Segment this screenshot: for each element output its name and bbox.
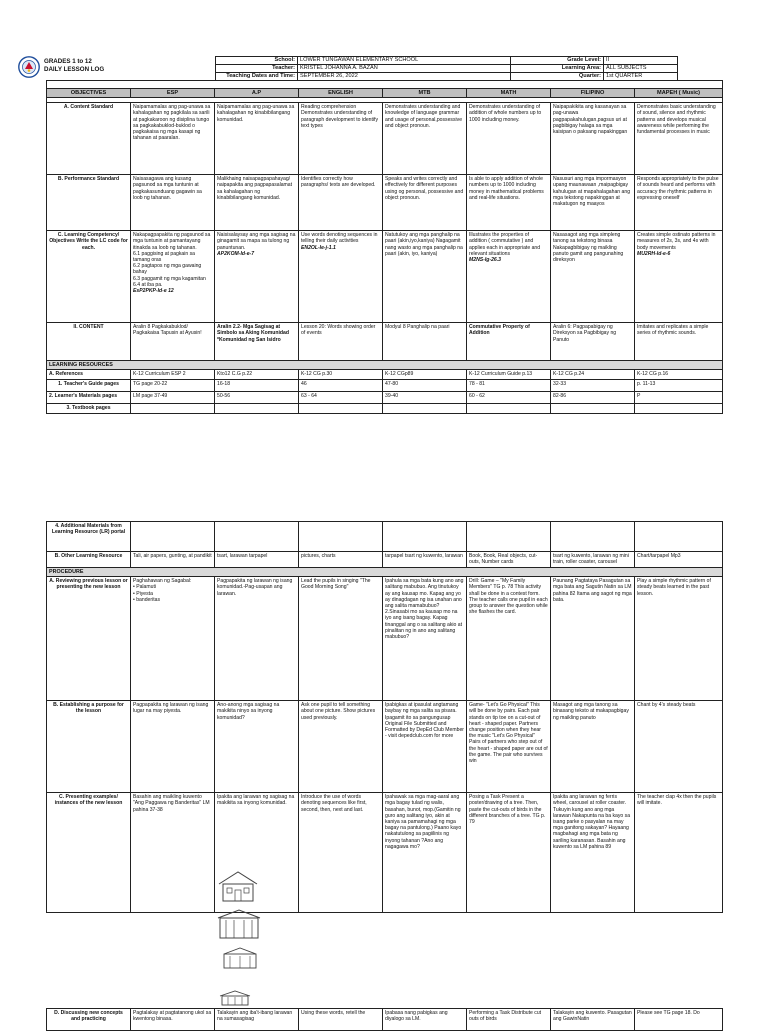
col-mtb: MTB [383, 89, 467, 98]
cell-filipino: 32-33 [551, 380, 635, 392]
competency-code-english: EN2OL-Ie-j-1.1 [301, 244, 336, 251]
teacher-label: Teacher: [216, 65, 298, 73]
competency-code-ap: AP2KOM-Id-e-7 [217, 250, 255, 257]
column-header-row [47, 89, 723, 98]
cell-mtb: Ipahula sa mga bata kung ano ang salitang mabubuo. Ang tinutukoy ay ang kausap mo. Kapag ang yo ay dinagdagan ng isa unahan ano ang salita mamabubuo? 2.Sinasabi mo sa kausap mo na iyo ang isang bagay. Kapag tinanggal ang o sa salitang akio at pinalitan ng in ano ang salitang mabubuo? [383, 577, 467, 701]
row-label: 2. Learner's Materials pages [47, 392, 131, 404]
lesson-row-ii-content [47, 323, 723, 361]
col-english: ENGLISH [299, 89, 383, 98]
cell-mtb: 39-40 [383, 392, 467, 404]
row-label: 1. Teacher's Guide pages [47, 380, 131, 392]
cell-esp [131, 522, 215, 552]
cell-mapeh: Please see TG page 18. Do [635, 1009, 723, 1031]
cell-english [299, 522, 383, 552]
cell-ap: Kto12 C.G p.22 [215, 370, 299, 380]
row-label: B. Establishing a purpose for the lesson [47, 701, 131, 793]
row-label: A. References [47, 370, 131, 380]
row-label: B. Performance Standard [47, 175, 131, 231]
lesson-row-b-other-learning-resource [47, 552, 723, 568]
cell-ap [215, 404, 299, 413]
lesson-row-a-content-standard [47, 103, 723, 175]
cell-mtb: Demonstrates understanding and knowledge of language grammar and usage of personal,possessive and object pronoun. [383, 103, 467, 175]
community-house-sketch [216, 868, 260, 904]
cell-esp: Pagpapakita ng larawan ng isang lugar na may piyesta. [131, 701, 215, 793]
cell-math: Commutative Property of Addition [467, 323, 551, 361]
cell-mapeh: Creates simple ostinato patterns in measures of 2s, 3s, and 4s with body movements MU2RH-Id-e-6 [635, 231, 723, 323]
cell-filipino: Naipapakikita ang kasanayan sa pag-unawa pagpapakahulugan,pagsus uri at pagbibigay halaga sa mga kaisipan o paksang napakinggan [551, 103, 635, 175]
lesson-row-b-establishing-a-purpose-for-the-lesson [47, 701, 723, 793]
cell-filipino: Nasusuri ang mga impormasyon upang maunawaan ,maipagbigay kahulugan at mapahalagahan ang mga tekstong napakinggan at makatugon ng maayos [551, 175, 635, 231]
log-title-line1: GRADES 1 to 12 [44, 58, 92, 65]
cell-mapeh [635, 404, 723, 413]
cell-mapeh: Imitates and replicates a simple series of rhythmic sounds. [635, 323, 723, 361]
col-mapeh: MAPEH ( Music) [635, 89, 723, 98]
cell-math: 60 - 62 [467, 392, 551, 404]
cell-esp: K-12 Curriculum ESP 2 [131, 370, 215, 380]
cell-esp: Pagtalakay at pagtatanong ukol sa kwentong binasa. [131, 1009, 215, 1031]
cell-ap: Naisisalaysay ang mga sagisag na ginagamit sa mapa sa tulong ng panuntunan. AP2KOM-Id-e-7 [215, 231, 299, 323]
cell-filipino: Ipakita ang larawan ng ferris wheel, carousel at roller coaster. Tukuyin kung ano ang mga larawan Nakapunta na ba kayo sa isang parke o pasyalan na may mga ganitong sakayan? Hayaang magbahagi ang mga bata ng sariling karanasan. Basahin ang kuwento sa LM pahina 89 [551, 793, 635, 913]
cell-filipino: Aralin 6: Pagpapabigay ng Direksyon sa Pagbibigay ng Panuto [551, 323, 635, 361]
cell-esp: Nakapagpapakita ng pagsunod sa mga tuntunin at pamantayang itinakda sa loob ng tahanan. 6.1 paggising at pagkain sa tamang oras 6.2 pagtapos ng mga gawaing bahay 6.3 paggamit ng mga kagamitan 6.4 at iba pa. EsP2PKP-Id-e 12 [131, 231, 215, 323]
cell-mtb: 47-80 [383, 380, 467, 392]
cell-math: Posing a Task Present a poster/drawing of a tree. Then, paste the cut-outs of birds in the different branches of a tree. TG p. 79 [467, 793, 551, 913]
col-esp: ESP [131, 89, 215, 98]
col-ap: A.P [215, 89, 299, 98]
cell-mapeh: The teacher clap 4x then the pupils will imitate. [635, 793, 723, 913]
lesson-row-c-learning-competency-objectives-write-t [47, 231, 723, 323]
cell-filipino: Talakayin ang kuwento. Pasagutan ang GawinNatin [551, 1009, 635, 1031]
cell-esp: Basahin ang maikling kuwento "Ang Paggawa ng Banderitas" LM pahina 37-38 [131, 793, 215, 913]
cell-english: Reading comprehension Demonstrates understanding of paragraph development to identify text types [299, 103, 383, 175]
cell-filipino: K-12 CG p.24 [551, 370, 635, 380]
cell-ap: tsart, larawan tarpapel [215, 552, 299, 568]
cell-math: Book, Book, Real objects, cut-outs, Number cards [467, 552, 551, 568]
competency-code-math: M2NS-Ig-26.3 [469, 257, 501, 264]
cell-esp: Naipamamalas ang pag-unawa sa kahalagahan ng pagkilala sa sarili at pagkakaroon ng disiplina tungo sa pagkakabuklod-buklod o pagkakaisa ng mga kasapi ng tahanan at paaralan. [131, 103, 215, 175]
cell-ap: 16-18 [215, 380, 299, 392]
cell-english: Lead the pupils in singing "The Good Morning Song" [299, 577, 383, 701]
community-church-sketch [218, 946, 262, 970]
cell-mtb: Ipabigkas at ipasulat angtamang baybay ng mga salita sa pisara. Ipagamit ito sa pangungusap Original File Submitted and Formatted by DepEd Club Member - visit depedclub.com for more [383, 701, 467, 793]
col-math: MATH [467, 89, 551, 98]
cell-english: Lesson 20: Words showing order of events [299, 323, 383, 361]
cell-english: 46 [299, 380, 383, 392]
cell-ap: Ano-anong mga sagisag na makikita ninyo sa inyong komunidad? [215, 701, 299, 793]
learning-area-label: Learning Area: [511, 65, 604, 73]
row-label: 4. Additional Materials from Learning Resource (LR) portal [47, 522, 131, 552]
school-label: School: [216, 57, 298, 65]
cell-esp: Naisasagawa ang kusang pagsunod sa mga tuntunin at pagkakasunduang gagawin sa loob ng tahanan. [131, 175, 215, 231]
cell-esp: Paghahawan ng Sagabal: • Palamuti • Piyesta • banderitas [131, 577, 215, 701]
cell-mtb: Ipabasa nang pabigkas ang diyalogo sa LM. [383, 1009, 467, 1031]
cell-math: Game- "Let's Go Physical" This will be done by pairs. Each pair stands on tip toe on a cut-out of heart - shaped paper. Partners change position when they hear the music "Let's Go Physical" Pairs of partners who step out of the heart - shaped paper are out of the game. The pair who survives win [467, 701, 551, 793]
cell-ap: 50-56 [215, 392, 299, 404]
section-title: LEARNING RESOURCES [47, 361, 723, 370]
quarter-value: 1st QUARTER [604, 73, 678, 81]
header-info-table [215, 56, 678, 81]
row-label: B. Other Learning Resource [47, 552, 131, 568]
cell-mtb: Ipahawak sa mga mag-aaral ang mga bagay tulad ng walis, basahan, bunot, mop.(Gamitin ng guro ang salitang iyo, akin at kaniya sa pamamahagi ng mga bagay na pantulong.) Paano kayo nakatutulong sa pagiilinis ng inyong tahanan ?Ano ang nagagawa mo? [383, 793, 467, 913]
community-hall-sketch [218, 990, 252, 1006]
header-row-teacher [216, 65, 678, 73]
cell-mapeh: Responds appropriately to the pulse of sounds heard and performs with accuracy the rhythmic patterns in expressing oneself [635, 175, 723, 231]
discussion-table [46, 1008, 723, 1031]
cell-math [467, 522, 551, 552]
log-title [44, 58, 104, 74]
competency-code-mapeh: MU2RH-Id-e-6 [637, 250, 671, 257]
cell-mapeh: p. 11-13 [635, 380, 723, 392]
cell-english: Using these words, retell the [299, 1009, 383, 1031]
header-row-school [216, 57, 678, 65]
school-value: LOWER TUNGAWAN ELEMENTARY SCHOOL [298, 57, 511, 65]
lesson-row-2-learner-s-materials-pages [47, 392, 723, 404]
competency-code-esp: EsP2PKP-Id-e 12 [133, 288, 174, 295]
cell-esp [131, 404, 215, 413]
cell-ap: Aralin 2.2- Mga Sagisag at Simbolo sa Aking Komunidad *Komunidad ng San Isidro [215, 323, 299, 361]
cell-ap: Pagpapakita ng larawan ng isang komunidad.-Pag-usapan ang larawan. [215, 577, 299, 701]
community-building-sketch [216, 908, 262, 942]
row-label: C. Presenting examples/ instances of the new lesson [47, 793, 131, 913]
row-label: 3. Textbook pages [47, 404, 131, 413]
cell-mtb: tarpapel tsart ng kuwento, larawan [383, 552, 467, 568]
lesson-row-d-discussing-new-concepts-and-practicing [47, 1009, 723, 1031]
cell-mapeh: P [635, 392, 723, 404]
grade-level-value: II [604, 57, 678, 65]
cell-math: K-12 Curriculum Guide p.13 [467, 370, 551, 380]
row-label: A. Reviewing previous lesson or presenting the new lesson [47, 577, 131, 701]
cell-ap [215, 522, 299, 552]
row-label: C. Learning Competency/ Objectives Write the LC code for each. [47, 231, 131, 323]
cell-english: pictures, charts [299, 552, 383, 568]
cell-math: Demonstrates understanding of addition of whole numbers up to 1000 including money. [467, 103, 551, 175]
cell-mapeh [635, 522, 723, 552]
lesson-row-c-presenting-examples-instances-of-the-n [47, 793, 723, 913]
cell-english: Use words denoting sequences in telling their daily activities EN2OL-Ie-j-1.1 [299, 231, 383, 323]
cell-ap: Ipakita ang larawan ng sagisag na makikita sa inyong komunidad. [215, 793, 299, 913]
cell-filipino [551, 522, 635, 552]
cell-filipino: Nasasagot ang mga simpleng tanong sa tekstong binasa Nakapagbibigay ng maikling panuto gamit ang pangunahing direksyon [551, 231, 635, 323]
row-label: D. Discussing new concepts and practicing [47, 1009, 131, 1031]
cell-filipino [551, 404, 635, 413]
learning-area-value: ALL SUBJECTS [604, 65, 678, 73]
section-row-learning-resources [47, 361, 723, 370]
lesson-row-1-teacher-s-guide-pages [47, 380, 723, 392]
row-label: II. CONTENT [47, 323, 131, 361]
lesson-row-a-reviewing-previous-lesson-or-presentin [47, 577, 723, 701]
cell-math: Performing a Task Distribute cut outs of birds [467, 1009, 551, 1031]
quarter-label: Quarter: [511, 73, 604, 81]
cell-mtb: Modyul 8 Panghalip na paari [383, 323, 467, 361]
cell-ap: Malikhaing naisapagpapahayag/ naipapakita ang pagpapasalamat sa kahalagahan ng kinabibilangang komunidad. [215, 175, 299, 231]
cell-ap: Talakayin ang iba't-ibang larawan na sumasagisag [215, 1009, 299, 1031]
col-objectives: OBJECTIVES [47, 89, 131, 98]
cell-english: 63 - 64 [299, 392, 383, 404]
cell-filipino: 82-86 [551, 392, 635, 404]
cell-mapeh: Demonstrates basic understanding of sound, silence and rhythmic patterns and develops musical awareness while performing the fundamental processes in music [635, 103, 723, 175]
cell-math: Drill: Game – "My Family Members" TG p. 78 This activity shall be done in a contest form. The teacher calls one pupil in each group to answer the question while she flashes the card. [467, 577, 551, 701]
cell-mtb [383, 404, 467, 413]
dates-value: SEPTEMBER 26, 2022 [298, 73, 511, 81]
section-row-procedure [47, 568, 723, 577]
cell-mtb: K-12 CGp89 [383, 370, 467, 380]
cell-mtb [383, 522, 467, 552]
dates-label: Teaching Dates and Time: [216, 73, 298, 81]
row-label: A. Content Standard [47, 103, 131, 175]
cell-mapeh: K-12 CG p.16 [635, 370, 723, 380]
cell-filipino: tsart ng kuwento, larawan ng mini train, roller coaster, carousel [551, 552, 635, 568]
teacher-value: KRISTEL JOHANNA A. BAZAN [298, 65, 511, 73]
spacer-row [47, 81, 723, 89]
cell-math: Is able to apply addition of whole numbers up to 1000 including money in mathematical problems and real-life situations. [467, 175, 551, 231]
cell-math: 78 - 81 [467, 380, 551, 392]
lesson-row-3-textbook-pages [47, 404, 723, 413]
cell-mtb: Speaks and writes correctly and effectively for different purposes using og personal, possessive and object pronoun. [383, 175, 467, 231]
cell-filipino: Masagot ang mga tanong sa binasang teksto at makapagbigay ng maikling panuto [551, 701, 635, 793]
deped-seal-icon [18, 56, 40, 78]
lesson-row-4-additional-materials-from-learning-res [47, 522, 723, 552]
cell-esp: Tali, air papers, gunting, at pandikit [131, 552, 215, 568]
cell-english: K-12 CG p.30 [299, 370, 383, 380]
section-title: PROCEDURE [47, 568, 723, 577]
cell-filipino: Paunang Pagtataya Pasagutan sa mga bata ang Sagutin Natin sa LM pahina 82 Itama ang sagot ng mga bata. [551, 577, 635, 701]
col-filipino: FILIPINO [551, 89, 635, 98]
cell-ap: Naipamamalas ang pag-unawa sa kahalagahan ng kinabibilangang komunidad. [215, 103, 299, 175]
log-title-line2: DAILY LESSON LOG [44, 66, 105, 73]
cell-english [299, 404, 383, 413]
cell-english: Identifies correctly how paragraphs/ texts are developed. [299, 175, 383, 231]
cell-esp: Aralin 8 Pagkakabuklod/ Pagkakaisa Tapusin at Ayusin! [131, 323, 215, 361]
cell-mapeh: Chart/tarpapel Mp3 [635, 552, 723, 568]
cell-math: Illustrates the properties of addition ( commutative ) and applies each in appropriate and relevant situations M2NS-Ig-26.3 [467, 231, 551, 323]
procedure-table [46, 521, 723, 913]
objectives-table [46, 80, 723, 414]
cell-mapeh: Play a simple rhythmic pattern of steady beats learned in the past lesson. [635, 577, 723, 701]
cell-english: Ask one pupil to tell something about one picture. Show pictures used previously. [299, 701, 383, 793]
grade-level-label: Grade Level: [511, 57, 604, 65]
cell-mtb: Natutukoy ang mga panghalip na paari (akin,iyo,kaniya) Nagagamit nang wasto ang mga panghalip na paari (akin, iyo, kaniya) [383, 231, 467, 323]
lesson-row-a-references [47, 370, 723, 380]
cell-mapeh: Chant by 4's steady beats [635, 701, 723, 793]
cell-math [467, 404, 551, 413]
cell-esp: TG page 20-22 [131, 380, 215, 392]
lesson-row-b-performance-standard [47, 175, 723, 231]
cell-esp: LM page 37-49 [131, 392, 215, 404]
cell-english: Introduce the use of words denoting sequences like first, second, then, next and last. [299, 793, 383, 913]
